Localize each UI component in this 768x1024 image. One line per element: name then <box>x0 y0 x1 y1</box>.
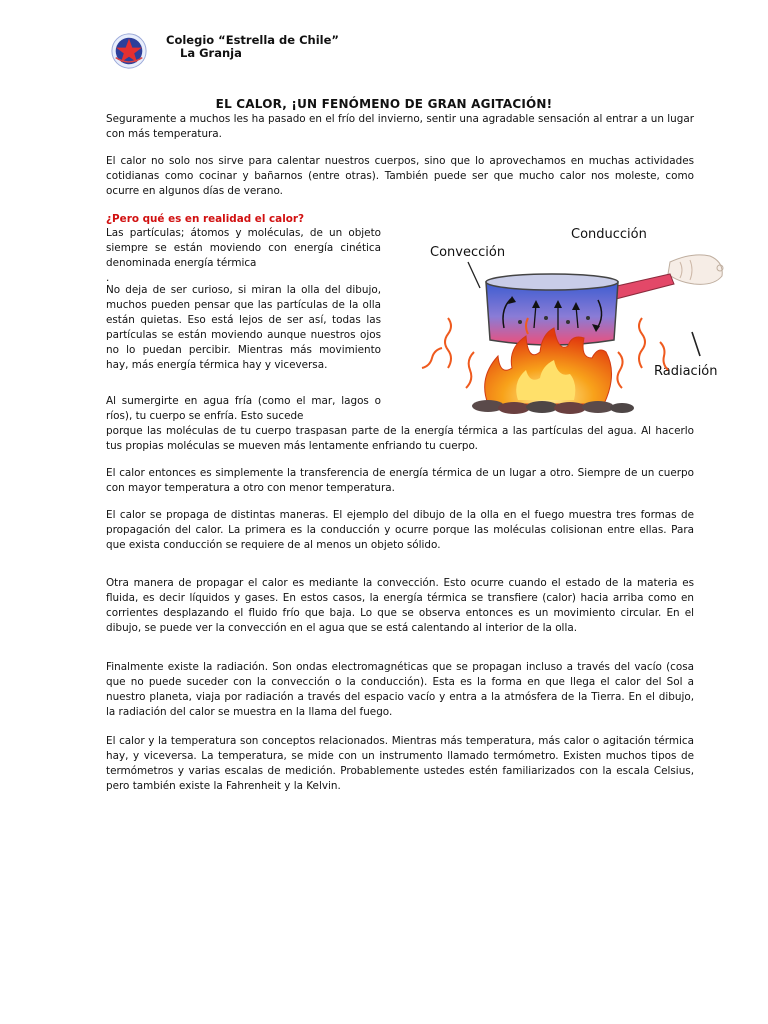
paragraph-2-text: El calor no solo nos sirve para calentar nuestros cuerpos, sino que lo aprovechamos en muchas actividades cotidianas como cocinar y bañarnos (entre otras). También puede ser que mucho calor nos moleste, como ocurre en algunos días de verano. <box>106 155 694 197</box>
paragraph-3-text: Las partículas; átomos y moléculas, de un objeto siempre se están moviendo con energía cinética denominada energía térmica <box>106 227 381 269</box>
paragraph-7 <box>106 508 694 553</box>
paragraph-8 <box>106 576 694 636</box>
paragraph-2 <box>106 154 694 199</box>
section-question-heading: ¿Pero qué es en realidad el calor? <box>106 213 305 225</box>
school-line-2: La Granja <box>180 46 242 60</box>
hand-icon <box>668 255 723 284</box>
label-conduccion: Conducción <box>571 227 647 242</box>
radiacion-pointer <box>692 332 700 356</box>
paragraph-10-text: El calor y la temperatura son conceptos relacionados. Mientras más temperatura, más calor o agitación térmica hay, y viceversa. La temperatura, se mide con un instrumento llamado termómetro. Existen muchos tipos de termómetros y varias escalas de medición. Probablemente ustedes estén familiarizados con la escala Celsius, pero también existe la Fahrenheit y la Kelvin. <box>106 735 694 792</box>
paragraph-10 <box>106 734 694 794</box>
paragraph-1 <box>106 112 694 142</box>
paragraph-5a-text: Al sumergirte en agua fría (como el mar, lagos o ríos), tu cuerpo se enfría. Esto sucede <box>106 395 381 422</box>
paragraph-9-text: Finalmente existe la radiación. Son ondas electromagnéticas que se propagan incluso a través del vacío (cosa que no puede suceder con la convección o la conducción). Esta es la forma en que llega el calor del Sol a nuestro planeta, viaja por radiación a través del espacio vacío y entra a la atmósfera de la Tierra. En el dibujo, la radiación del calor se muestra en la llama del fuego. <box>106 661 694 718</box>
school-line-1: Colegio “Estrella de Chile” <box>166 33 339 47</box>
paragraph-6 <box>106 466 694 496</box>
school-logo-star-icon <box>110 32 148 70</box>
paragraph-7-text: El calor se propaga de distintas maneras. El ejemplo del dibujo de la olla en el fuego muestra tres formas de propagación del calor. La primera es la conducción y ocurre porque las moléculas colisionan entre ellas. Para que exista conducción se requiere de al menos un objeto sólido. <box>106 509 694 551</box>
label-radiacion: Radiación <box>654 364 718 379</box>
paragraph-6-text: El calor entonces es simplemente la transferencia de energía térmica de un lugar a otro. Siempre de un cuerpo con mayor temperatura a otro con menor temperatura. <box>106 467 694 494</box>
paragraph-1-text: Seguramente a muchos les ha pasado en el frío del invierno, sentir una agradable sensación al entrar a un lugar con más temperatura. <box>106 113 694 140</box>
heat-transfer-figure <box>408 218 738 418</box>
paragraph-5b-text: porque las moléculas de tu cuerpo traspasan parte de la energía térmica a las partículas del agua. Al hacerlo tus propias moléculas se mueven más lentamente enfriando tu cuerpo. <box>106 425 694 452</box>
paragraph-4 <box>106 283 381 373</box>
paragraph-5b <box>106 424 694 454</box>
paragraph-9 <box>106 660 694 720</box>
paragraph-4-text: No deja de ser curioso, si miran la olla del dibujo, muchos pueden pensar que las partículas de la olla están quietas. Eso está lejos de ser así, todas las partículas se están moviendo aunque nuestros ojos no lo puedan percibir. Mientras más movimiento hay, más energía térmica hay y viceversa. <box>106 284 381 371</box>
school-name <box>166 34 339 60</box>
conveccion-pointer <box>468 262 480 288</box>
pot-on-fire-illustration <box>408 218 738 418</box>
paragraph-3-dot: . <box>106 272 110 284</box>
paragraph-8-text: Otra manera de propagar el calor es mediante la convección. Esto ocurre cuando el estado de la materia es fluida, es decir líquidos y gases. En estos casos, la energía térmica se transfiere (calor) hacia arriba como en corrientes desplazando el fluido frío que baja. Lo que se observa entonces es un movimiento circular. En el dibujo, se puede ver la convección en el agua que se está calentando al interior de la olla. <box>106 577 694 634</box>
label-conveccion: Convección <box>430 245 506 260</box>
paragraph-3 <box>106 226 381 286</box>
paragraph-5a <box>106 394 381 424</box>
page-title: EL CALOR, ¡UN FENÓMENO DE GRAN AGITACIÓN! <box>215 97 553 111</box>
